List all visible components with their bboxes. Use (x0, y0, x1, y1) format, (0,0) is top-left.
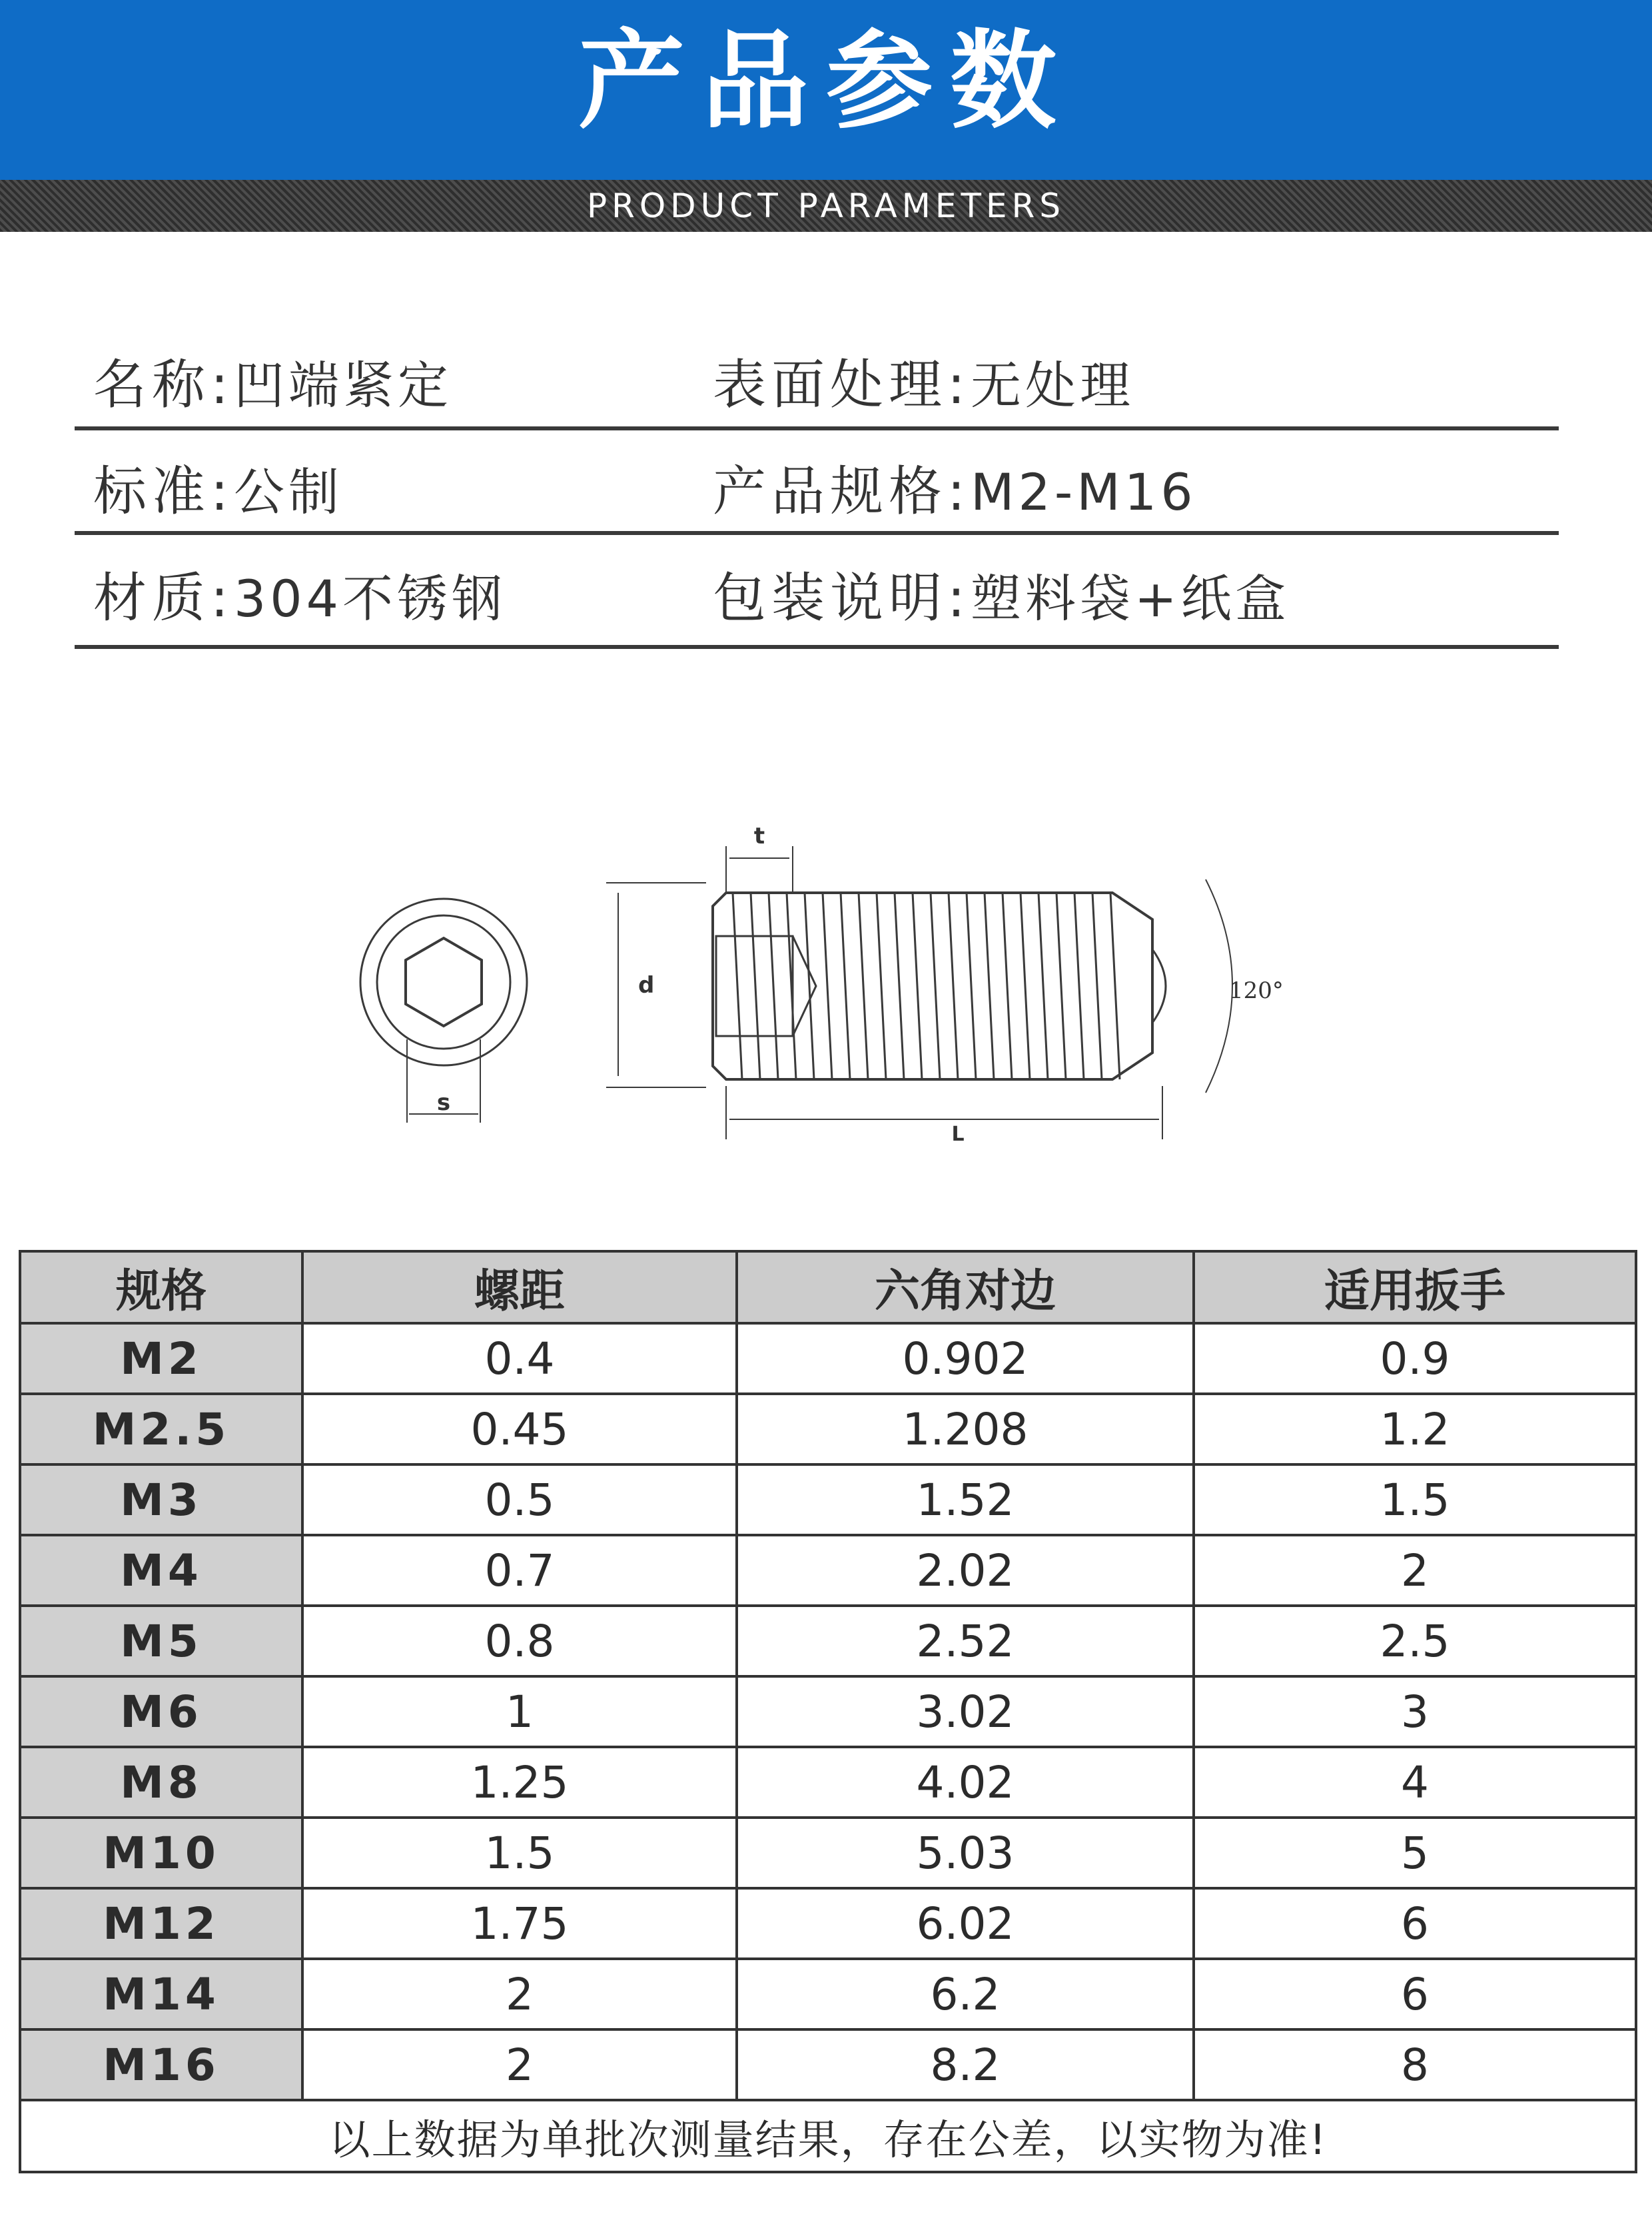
table-row (20, 1818, 1636, 1888)
thread-line (985, 893, 994, 1079)
param-name-value: 凹端紧定 (233, 356, 452, 415)
dim-label-s: s (436, 1089, 451, 1116)
cell-size: M14 (20, 1959, 302, 2029)
table-row (20, 1464, 1636, 1535)
col-header-wrench: 适用扳手 (1194, 1251, 1636, 1323)
cell-pitch: 2 (302, 2029, 737, 2100)
param-spec-label: 产品规格: (713, 460, 971, 522)
cell-pitch: 1.5 (302, 1818, 737, 1888)
cell-size: M4 (20, 1535, 302, 1606)
cell-wrench: 6 (1194, 1888, 1636, 1959)
cell-size: M10 (20, 1818, 302, 1888)
table-body (20, 1323, 1636, 2100)
param-standard-label: 标准: (93, 460, 234, 522)
cell-pitch: 1 (302, 1676, 737, 1747)
thread-line (895, 893, 904, 1079)
param-package (713, 565, 1290, 632)
dim-label-angle: 120° (1229, 977, 1284, 1004)
param-standard-value: 公制 (233, 462, 343, 522)
param-material (93, 565, 506, 632)
param-surface-label: 表面处理: (713, 354, 971, 416)
divider-line (75, 645, 1559, 649)
table-row (20, 1959, 1636, 2029)
param-name (93, 352, 452, 419)
cell-hex: 1.208 (737, 1394, 1194, 1464)
cell-wrench: 1.5 (1194, 1464, 1636, 1535)
table-row (20, 1606, 1636, 1676)
thread-line (1074, 893, 1084, 1079)
cell-hex: 3.02 (737, 1676, 1194, 1747)
param-spec (713, 458, 1197, 526)
thread-line (931, 893, 940, 1079)
thread-line (841, 893, 850, 1079)
cell-wrench: 8 (1194, 2029, 1636, 2100)
table-row (20, 1747, 1636, 1818)
page-title: 产品参数 (578, 19, 1074, 143)
thread-line (1021, 893, 1030, 1079)
set-screw-drawing (333, 800, 1332, 1173)
cell-pitch: 0.5 (302, 1464, 737, 1535)
divider-line (75, 426, 1559, 430)
cell-hex: 1.52 (737, 1464, 1194, 1535)
thread-lines (733, 893, 1120, 1079)
dim-label-t: t (753, 823, 765, 849)
col-header-size: 规格 (20, 1251, 302, 1323)
param-standard (93, 458, 343, 526)
cell-hex: 6.2 (737, 1959, 1194, 2029)
thread-line (1092, 893, 1102, 1079)
cell-hex: 0.902 (737, 1323, 1194, 1394)
cell-pitch: 2 (302, 1959, 737, 2029)
cell-wrench: 4 (1194, 1747, 1636, 1818)
param-name-label: 名称: (93, 354, 234, 416)
divider-line (75, 531, 1559, 535)
param-material-label: 材质: (93, 567, 234, 629)
cell-size: M6 (20, 1676, 302, 1747)
thread-line (733, 893, 742, 1079)
cell-wrench: 0.9 (1194, 1323, 1636, 1394)
thread-line (751, 893, 760, 1079)
cell-pitch: 1.75 (302, 1888, 737, 1959)
thread-line (805, 893, 814, 1079)
cell-wrench: 2 (1194, 1535, 1636, 1606)
side-view (606, 846, 1232, 1139)
thread-line (1038, 893, 1048, 1079)
thread-line (913, 893, 922, 1079)
thread-line (1003, 893, 1012, 1079)
param-surface-value: 无处理 (970, 356, 1134, 415)
cell-size: M3 (20, 1464, 302, 1535)
table-header-row (20, 1251, 1636, 1323)
thread-line (769, 893, 778, 1079)
cell-hex: 6.02 (737, 1888, 1194, 1959)
table-footnote: 以上数据为单批次测量结果，存在公差，以实物为准! (20, 2100, 1636, 2172)
thread-line (823, 893, 832, 1079)
thread-line (787, 893, 796, 1079)
thread-line (1056, 893, 1066, 1079)
dim-label-d: d (638, 972, 655, 999)
cell-size: M2 (20, 1323, 302, 1394)
cell-pitch: 0.4 (302, 1323, 737, 1394)
spec-table (19, 1250, 1637, 2173)
cell-wrench: 6 (1194, 1959, 1636, 2029)
dim-label-L: L (951, 1123, 965, 1146)
param-package-label: 包装说明: (713, 567, 971, 629)
param-spec-value: M2-M16 (970, 462, 1197, 522)
thread-line (949, 893, 958, 1079)
cell-hex: 5.03 (737, 1818, 1194, 1888)
table-row (20, 1676, 1636, 1747)
table-row (20, 1323, 1636, 1394)
col-header-pitch: 螺距 (302, 1251, 737, 1323)
table-row (20, 1888, 1636, 1959)
param-package-value: 塑料袋+纸盒 (970, 569, 1290, 628)
page-subtitle: PRODUCT PARAMETERS (586, 187, 1066, 225)
cell-size: M5 (20, 1606, 302, 1676)
cell-hex: 2.02 (737, 1535, 1194, 1606)
cell-size: M12 (20, 1888, 302, 1959)
cell-pitch: 1.25 (302, 1747, 737, 1818)
cell-wrench: 5 (1194, 1818, 1636, 1888)
table-row (20, 1535, 1636, 1606)
param-surface (713, 352, 1134, 419)
thread-line (967, 893, 976, 1079)
cell-wrench: 2.5 (1194, 1606, 1636, 1676)
cell-wrench: 1.2 (1194, 1394, 1636, 1464)
cell-pitch: 0.7 (302, 1535, 737, 1606)
cell-size: M8 (20, 1747, 302, 1818)
cell-hex: 4.02 (737, 1747, 1194, 1818)
col-header-hex: 六角对边 (737, 1251, 1194, 1323)
cell-size: M16 (20, 2029, 302, 2100)
table-row (20, 2029, 1636, 2100)
cell-pitch: 0.8 (302, 1606, 737, 1676)
table-row (20, 1394, 1636, 1464)
cell-pitch: 0.45 (302, 1394, 737, 1464)
param-material-value: 304不锈钢 (233, 569, 507, 628)
cell-wrench: 3 (1194, 1676, 1636, 1747)
table-footnote-row (20, 2100, 1636, 2172)
thread-line (859, 893, 868, 1079)
thread-line (877, 893, 886, 1079)
cell-hex: 2.52 (737, 1606, 1194, 1676)
cell-hex: 8.2 (737, 2029, 1194, 2100)
cell-size: M2.5 (20, 1394, 302, 1464)
thread-line (1110, 893, 1120, 1079)
